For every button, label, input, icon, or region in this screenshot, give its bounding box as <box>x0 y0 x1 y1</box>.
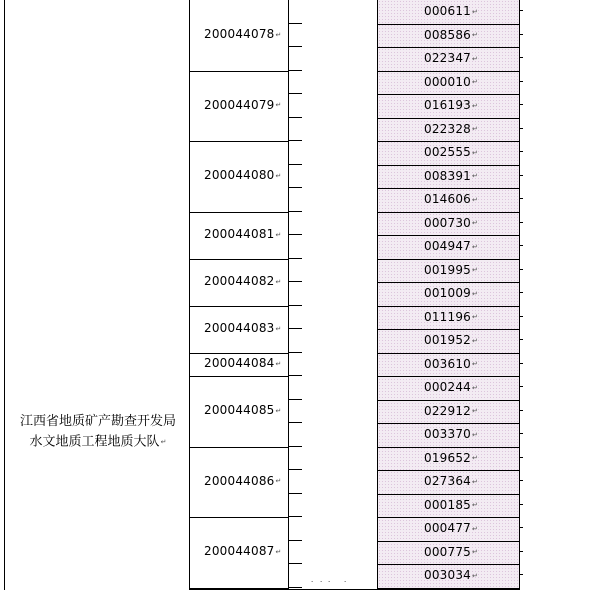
table-border-col2 <box>288 0 289 590</box>
row-tick <box>288 587 302 588</box>
paragraph-mark: ↵ <box>275 359 282 368</box>
group-divider <box>189 212 289 213</box>
row-tick <box>288 258 302 259</box>
record-number: 000775↵ <box>424 544 479 559</box>
record-number: 001952↵ <box>424 333 479 347</box>
table-border-col1 <box>189 0 190 590</box>
record-number: 008586↵ <box>424 27 479 42</box>
row-divider <box>377 423 520 424</box>
row-tick <box>288 399 302 400</box>
record-number: 011196↵ <box>424 309 479 324</box>
row-tick <box>288 493 302 494</box>
record-number: 001009↵ <box>424 286 479 300</box>
right-edge-tick <box>520 386 523 387</box>
right-edge-tick <box>520 527 523 528</box>
paragraph-mark: ↵ <box>472 242 479 251</box>
record-number: 022347↵ <box>424 51 479 65</box>
row-divider <box>377 494 520 495</box>
record-number: 000010↵ <box>424 74 479 89</box>
table-bottom-rule <box>189 589 520 590</box>
paragraph-mark: ↵ <box>472 454 479 462</box>
row-tick <box>288 469 302 470</box>
row-divider <box>377 470 520 471</box>
record-number: 000730↵ <box>424 215 479 230</box>
table-border-left <box>4 0 5 590</box>
group-divider <box>377 517 520 518</box>
group-divider <box>377 212 520 213</box>
group-divider <box>377 71 520 72</box>
row-tick <box>288 516 302 517</box>
right-edge-tick <box>520 410 523 411</box>
paragraph-mark: ↵ <box>472 101 479 110</box>
paragraph-mark: ↵ <box>472 31 479 39</box>
group-divider <box>189 353 289 354</box>
paragraph-mark: ↵ <box>472 548 479 556</box>
row-tick <box>288 23 302 24</box>
paragraph-mark: ↵ <box>275 230 282 239</box>
record-number: 000477↵ <box>424 521 479 535</box>
right-edge-tick <box>520 245 523 246</box>
right-edge-tick <box>520 128 523 129</box>
record-number: 001995↵ <box>424 262 479 277</box>
group-divider <box>189 376 289 377</box>
row-divider <box>377 188 520 189</box>
group-divider <box>189 517 289 518</box>
group-id: 200044080↵ <box>204 168 282 183</box>
cut-off-text-fragment: · <box>328 578 331 586</box>
row-tick <box>288 305 302 306</box>
paragraph-mark: ↵ <box>472 430 479 439</box>
unit-name-line1: 江西省地质矿产勘查开发局 <box>19 414 176 429</box>
record-number: 027364↵ <box>424 474 479 488</box>
record-number: 016193↵ <box>424 98 479 112</box>
right-edge-tick <box>520 504 523 505</box>
row-tick <box>288 422 302 423</box>
paragraph-mark: ↵ <box>472 7 479 16</box>
group-id: 200044078↵ <box>204 27 282 42</box>
paragraph-mark: ↵ <box>472 219 479 227</box>
row-tick <box>288 117 302 118</box>
right-edge-tick <box>520 222 523 223</box>
row-divider <box>377 329 520 330</box>
row-divider <box>377 235 520 236</box>
paragraph-mark: ↵ <box>275 30 282 39</box>
row-divider <box>377 24 520 25</box>
group-divider <box>377 259 520 260</box>
group-divider <box>377 353 520 354</box>
right-edge-tick <box>520 433 523 434</box>
group-divider <box>377 447 520 448</box>
row-tick <box>288 187 302 188</box>
group-divider <box>189 306 289 307</box>
paragraph-mark: ↵ <box>160 438 167 446</box>
row-tick <box>288 140 302 141</box>
group-id: 200044082↵ <box>204 274 282 288</box>
paragraph-mark: ↵ <box>275 477 282 486</box>
right-edge-tick <box>520 339 523 340</box>
row-tick <box>288 446 302 447</box>
record-number: 008391↵ <box>424 168 479 183</box>
group-divider <box>377 376 520 377</box>
row-divider <box>377 541 520 542</box>
record-number: 003370↵ <box>424 427 479 441</box>
paragraph-mark: ↵ <box>472 54 479 63</box>
paragraph-mark: ↵ <box>472 407 479 415</box>
paragraph-mark: ↵ <box>275 324 282 333</box>
row-divider <box>377 94 520 95</box>
paragraph-mark: ↵ <box>472 313 479 321</box>
paragraph-mark: ↵ <box>472 172 479 180</box>
group-id: 200044083↵ <box>204 321 282 335</box>
record-number: 002555↵ <box>424 145 479 159</box>
paragraph-mark: ↵ <box>472 195 479 204</box>
group-id: 200044086↵ <box>204 473 282 488</box>
unit-name-line2: 水文地质工程地质大队 <box>29 434 160 450</box>
row-tick <box>288 164 302 165</box>
paragraph-mark: ↵ <box>275 101 282 110</box>
row-tick <box>288 234 302 235</box>
row-tick <box>288 211 302 212</box>
right-edge-tick <box>520 269 523 270</box>
cut-off-text-fragment: · <box>344 578 347 586</box>
right-edge-tick <box>520 151 523 152</box>
group-id: 200044079↵ <box>204 97 282 112</box>
row-tick <box>288 352 302 353</box>
right-edge-tick <box>520 198 523 199</box>
right-edge-tick <box>520 175 523 176</box>
right-edge-tick <box>520 574 523 575</box>
paragraph-mark: ↵ <box>472 78 479 86</box>
right-edge-tick <box>520 551 523 552</box>
paragraph-mark: ↵ <box>275 171 282 180</box>
record-number: 000611↵ <box>424 4 479 18</box>
paragraph-mark: ↵ <box>275 406 282 415</box>
group-divider <box>377 141 520 142</box>
table-border-col3 <box>377 0 378 590</box>
cut-off-text-fragment: · <box>320 578 323 586</box>
record-number: 003034↵ <box>424 568 479 582</box>
paragraph-mark: ↵ <box>472 571 479 580</box>
right-edge-tick <box>520 10 523 11</box>
paragraph-mark: ↵ <box>472 336 479 345</box>
paragraph-mark: ↵ <box>472 524 479 533</box>
right-edge-tick <box>520 480 523 481</box>
right-edge-tick <box>520 457 523 458</box>
right-edge-tick <box>520 81 523 82</box>
row-tick <box>288 70 302 71</box>
right-edge-tick <box>520 292 523 293</box>
row-tick <box>288 281 302 282</box>
paragraph-mark: ↵ <box>275 547 282 556</box>
row-divider <box>377 47 520 48</box>
group-divider <box>189 447 289 448</box>
group-divider <box>189 141 289 142</box>
record-number: 003610↵ <box>424 356 479 371</box>
group-id: 200044087↵ <box>204 544 282 559</box>
paragraph-mark: ↵ <box>472 289 479 298</box>
group-divider <box>189 71 289 72</box>
right-edge-tick <box>520 34 523 35</box>
row-divider <box>377 400 520 401</box>
row-divider <box>377 118 520 119</box>
record-number: 000244↵ <box>424 380 479 394</box>
right-edge-tick <box>520 316 523 317</box>
record-number: 022912↵ <box>424 403 479 418</box>
paragraph-mark: ↵ <box>472 125 479 133</box>
right-edge-tick <box>520 104 523 105</box>
record-number: 000185↵ <box>424 497 479 512</box>
record-number: 022328↵ <box>424 121 479 136</box>
record-number: 014606↵ <box>424 192 479 206</box>
paragraph-mark: ↵ <box>472 501 479 509</box>
row-tick <box>288 46 302 47</box>
record-number: 004947↵ <box>424 239 479 253</box>
table-border-col4 <box>519 0 520 590</box>
cut-off-text-fragment: · <box>311 578 314 586</box>
paragraph-mark: ↵ <box>472 477 479 486</box>
paragraph-mark: ↵ <box>472 383 479 392</box>
row-divider <box>377 564 520 565</box>
paragraph-mark: ↵ <box>472 266 479 274</box>
row-tick <box>288 540 302 541</box>
record-number: 019652↵ <box>424 450 479 465</box>
row-divider <box>377 165 520 166</box>
paragraph-mark: ↵ <box>275 277 282 286</box>
right-edge-tick <box>520 57 523 58</box>
row-tick <box>288 328 302 329</box>
group-id: 200044081↵ <box>204 227 282 241</box>
paragraph-mark: ↵ <box>472 360 479 368</box>
group-divider <box>189 259 289 260</box>
row-tick <box>288 375 302 376</box>
unit-name-cell <box>8 412 188 453</box>
group-divider <box>377 306 520 307</box>
row-tick <box>288 563 302 564</box>
group-id: 200044084↵ <box>204 356 282 371</box>
right-edge-tick <box>520 363 523 364</box>
row-tick <box>288 93 302 94</box>
paragraph-mark: ↵ <box>472 148 479 157</box>
group-id: 200044085↵ <box>204 403 282 418</box>
row-divider <box>377 282 520 283</box>
